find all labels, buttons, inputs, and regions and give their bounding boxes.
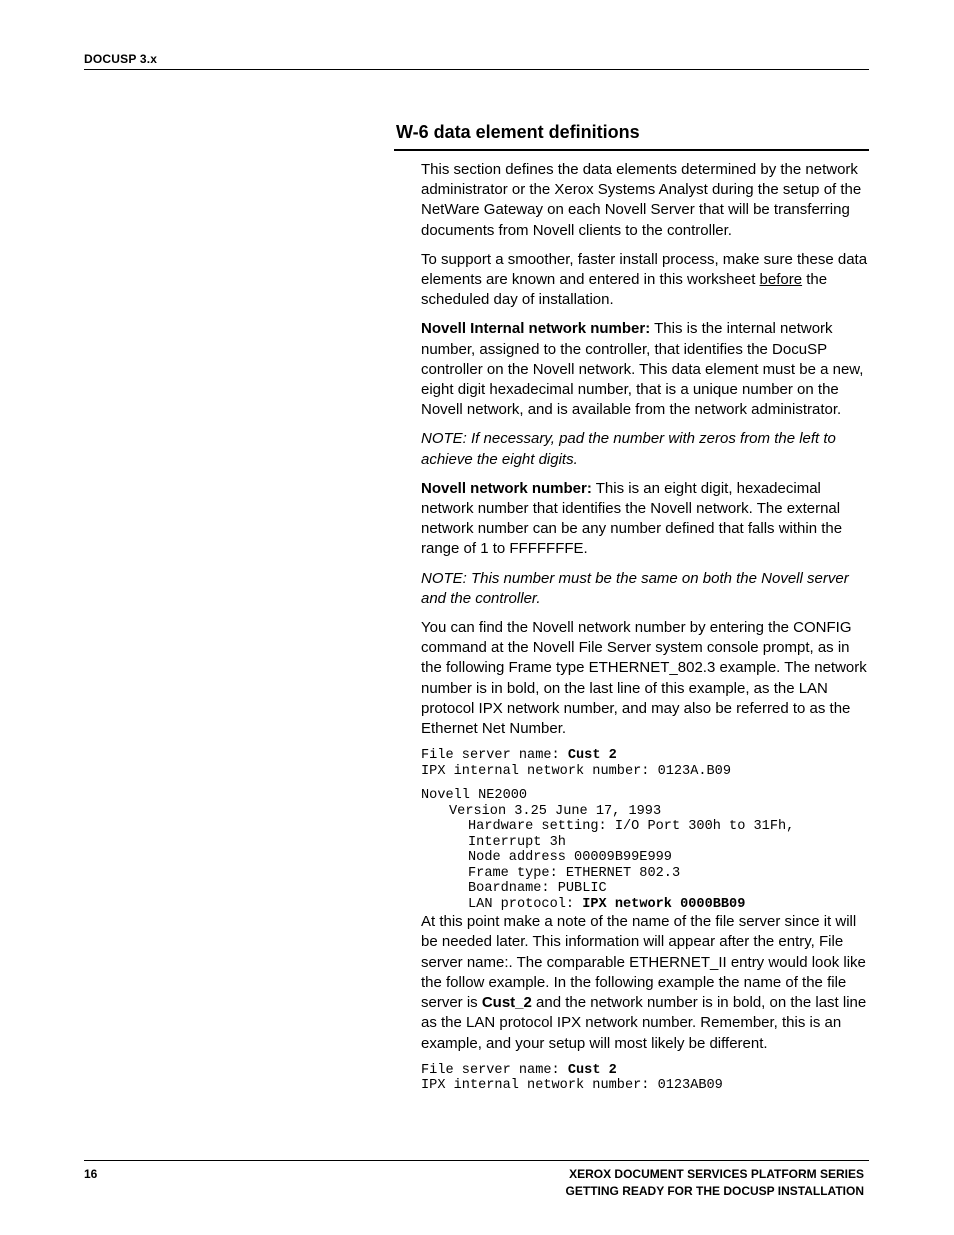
- code-server-value: Cust 2: [567, 748, 617, 764]
- network-number-paragraph: [421, 479, 871, 560]
- support-paragraph: [421, 250, 871, 311]
- note-same-number: NOTE: This number must be the same on both the Novell server and the controller.: [421, 569, 849, 607]
- support-text-pre: To support a smoother, faster install process, make sure these data elements are known and entered in this worksheet: [421, 250, 868, 289]
- code-line-frame-type: Frame type: ETHERNET 802.3: [468, 865, 681, 881]
- code-line-node-address: Node address 00009B99E999: [468, 850, 672, 866]
- code-line-server-name-2: [421, 1063, 871, 1079]
- code-lan-value: IPX network 0000BB09: [582, 896, 746, 912]
- footer-line-1: XEROX DOCUMENT SERVICES PLATFORM SERIES: [569, 1167, 864, 1181]
- support-underlined-word: before: [759, 271, 803, 289]
- code-line-version: Version 3.25 June 17, 1993: [449, 803, 662, 819]
- code-lan-label: LAN protocol:: [468, 896, 583, 912]
- code-block-ethernet-ii: [421, 1063, 871, 1094]
- note-point-paragraph: [421, 912, 871, 1053]
- code-line-card: Novell NE2000: [421, 788, 528, 804]
- support-text-post: the scheduled day of installation.: [421, 271, 828, 309]
- network-number-term: Novell network number:: [421, 479, 592, 497]
- config-paragraph: You can find the Novell network number by entering the CONFIG command at the Novell File Server system console prompt, as in the following Frame type ETHERNET_802.3 example. The network number is in bold, on the last line of this example, as the LAN protocol IPX network number, and may also be referred to as the Ethernet Net Number.: [421, 619, 867, 738]
- code-server-value-2: Cust 2: [567, 1062, 617, 1078]
- page-number: 16: [84, 1167, 98, 1181]
- section-body: [421, 160, 871, 1103]
- internal-number-term: Novell Internal network number:: [421, 320, 651, 338]
- network-number-text: This is an eight digit, hexadecimal network number that identifies the Novell network. The external network number can be any number defined that falls within the range of 1 to FFFFFFFE.: [421, 479, 843, 558]
- code-server-label: File server name:: [421, 748, 568, 764]
- footer-line-2: GETTING READY FOR THE DOCUSP INSTALLATION: [565, 1184, 864, 1198]
- note-point-text-a: At this point make a note of the name of the file server since it will be needed later. This information will appear after the entry, File server name:. The comparable ETHERNET_II entry would look like the follow example. In the following example the name of the file server is: [421, 913, 866, 1012]
- code-line-boardname: Boardname: PUBLIC: [468, 881, 607, 897]
- code-line-ipx-2: IPX internal network number: 0123AB09: [421, 1078, 723, 1094]
- code-block-config-output: [421, 788, 871, 912]
- section-title: W-6 data element definitions: [396, 122, 640, 142]
- title-divider: [394, 149, 869, 151]
- footer-divider: [84, 1160, 869, 1161]
- running-header: DOCUSP 3.x: [84, 52, 158, 66]
- note-point-server-name: Cust_2: [481, 994, 532, 1012]
- code-line-ipx: IPX internal network number: 0123A.B09: [421, 763, 731, 779]
- internal-number-text: This is the internal network number, assigned to the controller, that identifies the DocuSP controller on the Novell network. This data element must be a new, eight digit hexadecimal number, that is a unique number on the Novell network, and is available from the network administrator.: [421, 320, 864, 419]
- header-divider: [84, 69, 869, 70]
- note-point-text-b: and the network number is in bold, on the last line as the LAN protocol IPX network number. Remember, this is an example, and your setup will most likely be different.: [421, 994, 867, 1052]
- note-pad-zeros: NOTE: If necessary, pad the number with zeros from the left to achieve the eight digits.: [421, 430, 836, 468]
- code-line-lan-protocol: [421, 897, 871, 913]
- footer-title: [566, 1166, 864, 1200]
- code-line-interrupt: Interrupt 3h: [468, 834, 566, 850]
- code-line-server-name: [421, 748, 871, 764]
- intro-paragraph: This section defines the data elements determined by the network administrator or the Xerox Systems Analyst during the setup of the NetWare Gateway on each Novell Server that will be transferring documents from Novell clients to the controller.: [421, 161, 862, 239]
- code-server-label-2: File server name:: [421, 1062, 568, 1078]
- code-block-ethernet-8023-header: [421, 748, 871, 779]
- internal-number-paragraph: [421, 319, 871, 420]
- code-line-hardware: Hardware setting: I/O Port 300h to 31Fh,: [468, 819, 795, 835]
